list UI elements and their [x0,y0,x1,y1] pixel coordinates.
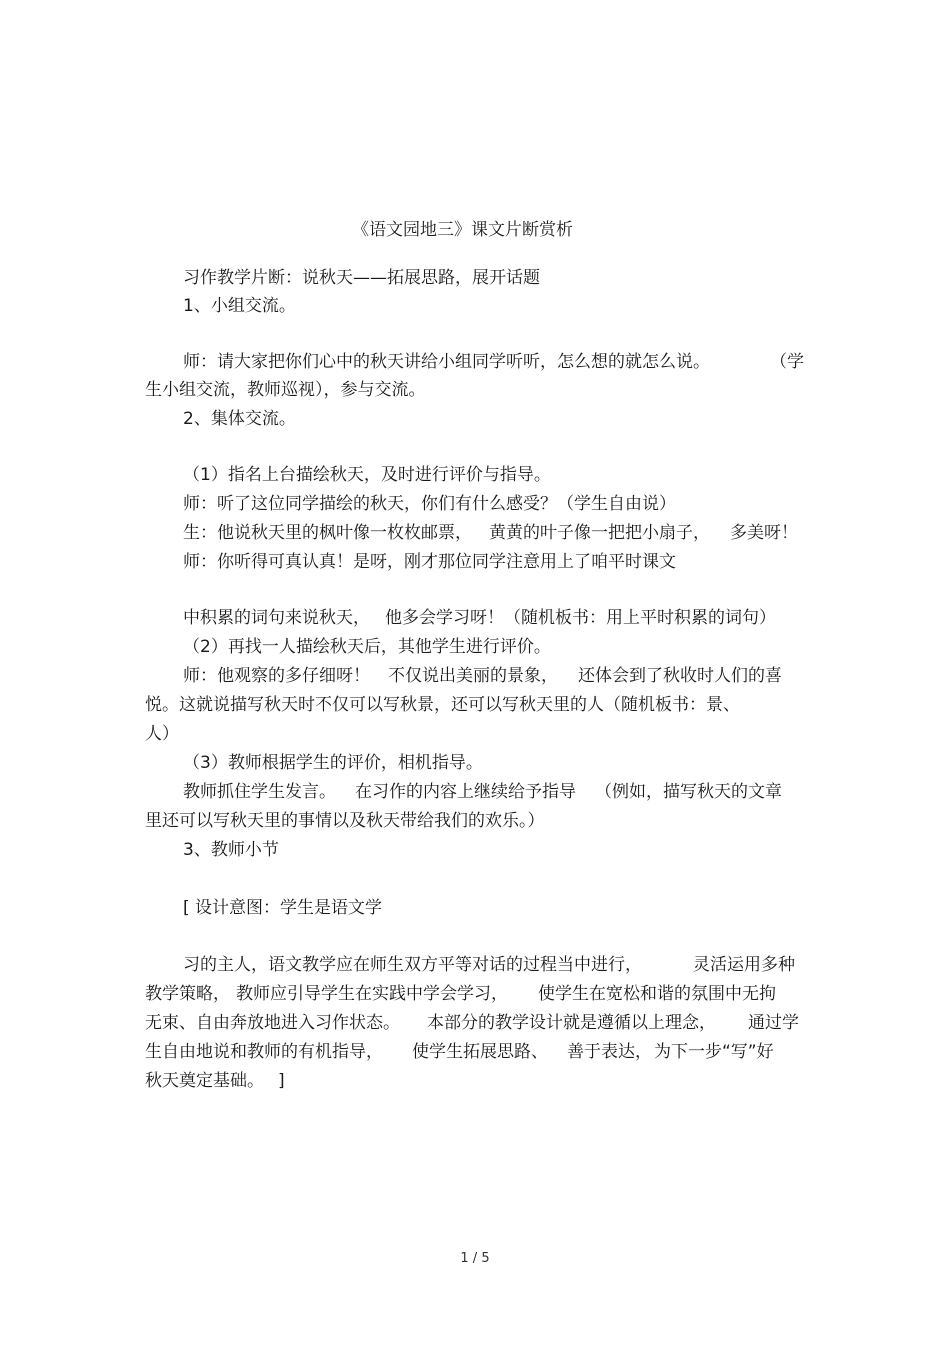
paragraph-line: （例如，描写秋天的文章 [595,782,782,802]
paragraph-line: （2）再找一人描绘秋天后，其他学生进行评价。 [183,637,551,657]
paragraph-line: 师：他观察的多仔细呀！ [183,666,370,686]
step-heading: 2、集体交流。 [183,409,296,429]
paragraph-line: 还体会到了秋收时人们的喜 [578,666,782,686]
section-heading: 习作教学片断：说秋天——拓展思路，展开话题 [183,268,540,288]
design-intent-label: [ 设计意图：学生是语文学 [183,898,383,918]
paragraph-line: 教学策略， [145,984,230,1004]
paragraph-line: 通过学 [748,1013,799,1033]
page-number: 1 / 5 [460,1251,490,1266]
paragraph-line: 悦。这就说描写秋天时不仅可以写秋景，还可以写秋天里的人（随机板书：景、 [145,695,740,715]
closing-bracket: ] [278,1071,285,1091]
paragraph-line: 本部分的教学设计就是遵循以上理念， [427,1013,716,1033]
paragraph-line: 他多会学习呀！（随机板书：用上平时积累的词句） [385,608,776,628]
paragraph-line: 习的主人，语文教学应在师生双方平等对话的过程当中进行， [183,955,642,975]
paragraph-line: （3）教师根据学生的评价，相机指导。 [183,753,483,773]
paragraph-line: 多美呀！ [730,523,798,543]
paragraph-line: 教师应引导学生在实践中学会学习， [236,984,508,1004]
paragraph-line: 中积累的词句来说秋天， [183,608,370,628]
paragraph-line: 生：他说秋天里的枫叶像一枚枚邮票， [183,523,472,543]
paragraph-line: 人） [145,724,179,744]
paragraph-line: 黄黄的叶子像一把把小扇子， [489,523,710,543]
paragraph-line: 秋天奠定基础。 [145,1071,264,1091]
paragraph-line: 里还可以写秋天里的事情以及秋天带给我们的欢乐。） [145,811,545,831]
paragraph-line: 不仅说出美丽的景象， [388,666,558,686]
paragraph-line: 在习作的内容上继续给予指导 [355,782,576,802]
paragraph-line: 师：听了这位同学描绘的秋天，你们有什么感受？（学生自由说） [183,494,676,514]
paragraph-line: 为下一步“写”好 [654,1042,774,1062]
paragraph-line: 使学生在宽松和谐的氛围中无拘 [538,984,776,1004]
paragraph-line: 灵活运用多种 [693,955,795,975]
paragraph-line: 师：请大家把你们心中的秋天讲给小组同学听听，怎么想的就怎么说。 [183,352,710,372]
paragraph-line: 使学生拓展思路、 [412,1042,548,1062]
document-title: 《语文园地三》课文片断赏析 [352,220,573,240]
paragraph-line: （1）指名上台描绘秋天，及时进行评价与指导。 [183,465,551,485]
paragraph-line: 生小组交流，教师巡视），参与交流。 [145,380,426,400]
paragraph-line: （学 [770,352,804,372]
paragraph-line: 无束、自由奔放地进入习作状态。 [145,1013,400,1033]
paragraph-line: 师：你听得可真认真！是呀，刚才那位同学注意用上了咱平时课文 [183,552,676,572]
step-heading: 1、小组交流。 [183,296,296,316]
paragraph-line: 生自由地说和教师的有机指导， [145,1042,383,1062]
step-heading: 3、教师小节 [183,840,279,860]
paragraph-line: 善于表达， [567,1042,652,1062]
paragraph-line: 教师抓住学生发言。 [183,782,336,802]
